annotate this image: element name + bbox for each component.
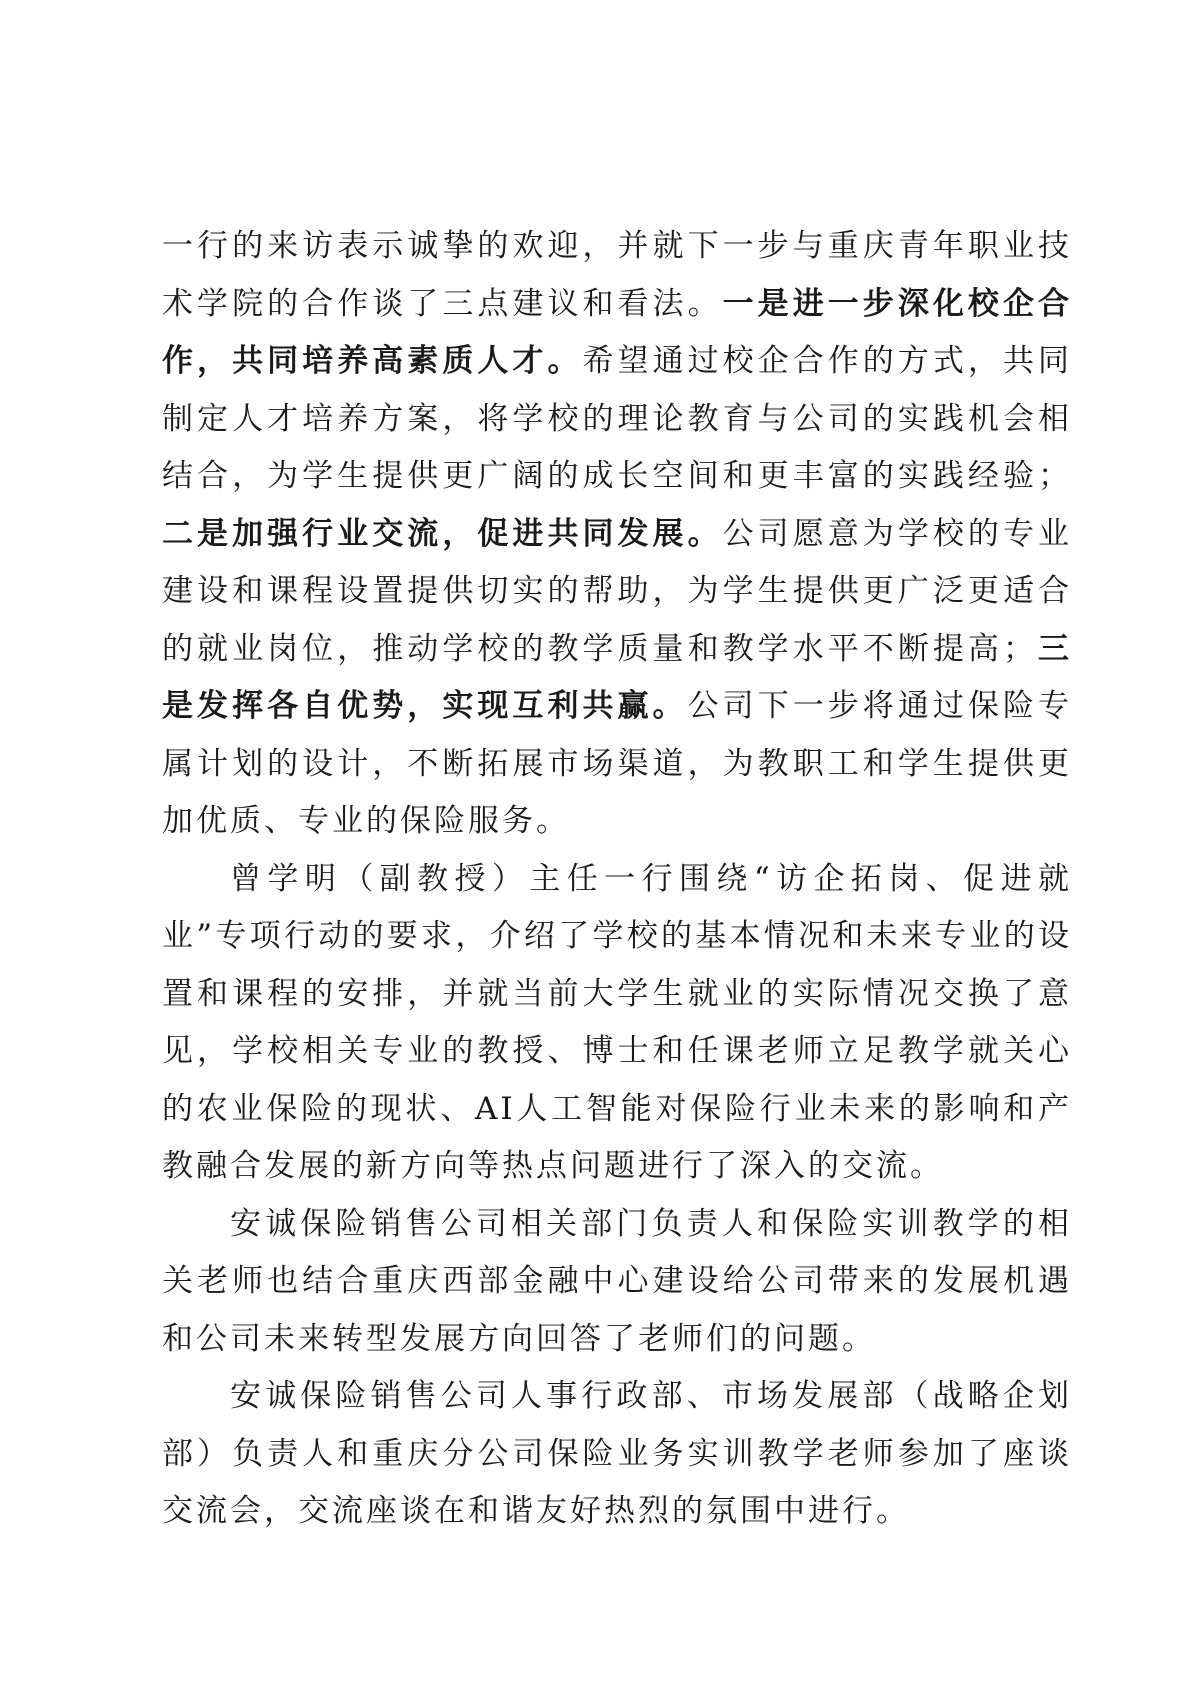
paragraph-company-response bbox=[162, 1196, 1072, 1369]
bold-point-two: 二是加强行业交流，促进共同发展。 bbox=[162, 515, 723, 552]
bold-point-one: 一是进一步深化校企合作，共同培养高素质人才。 bbox=[162, 285, 1072, 379]
document-body bbox=[162, 218, 1072, 1541]
text-segment: 希望通过校企合作的方式，共同制定人才培养方案，将学校的理论教育与公司的实践机会相结合，为学生提供更广阔的成长空间和更丰富的实践经验； bbox=[162, 343, 1073, 494]
text-segment: 一行的来访表示诚挚的欢迎，并就下一步与重庆青年职业技术学院的合作谈了三点建议和看法。 bbox=[162, 228, 1072, 322]
text-segment: 公司愿意为学校的专业建设和课程设置提供切实的帮助，为学生提供更广泛更适合的就业岗位，推动学校的教学质量和教学水平不断提高； bbox=[162, 515, 1072, 667]
paragraph-cooperation-suggestions bbox=[162, 218, 1072, 851]
paragraph-school-introduction bbox=[162, 851, 1072, 1196]
bold-point-three: 三是发挥各自优势，实现互利共赢。 bbox=[162, 630, 1073, 724]
text-segment: 安诚保险销售公司相关部门负责人和保险实训教学的相关老师也结合重庆西部金融中心建设给公司带来的发展机遇和公司未来转型发展方向回答了老师们的问题。 bbox=[162, 1205, 1072, 1357]
text-segment: 公司下一步将通过保险专属计划的设计，不断拓展市场渠道，为教职工和学生提供更加优质、专业的保险服务。 bbox=[162, 688, 1073, 839]
text-segment: 安诚保险销售公司人事行政部、市场发展部（战略企划部）负责人和重庆分公司保险业务实训教学老师参加了座谈交流会，交流座谈在和谐友好热烈的氛围中进行。 bbox=[162, 1378, 1072, 1529]
text-segment: 曾学明（副教授）主任一行围绕“访企拓岗、促进就业”专项行动的要求，介绍了学校的基本情况和未来专业的设置和课程的安排，并就当前大学生就业的实际情况交换了意见，学校相关专业的教授、博士和任课老师立足教学就关心的农业保险的现状、AI人工智能对保险行业未来的影响和产教融合发展的新方向等热点问题进行了深入的交流。 bbox=[162, 860, 1072, 1184]
paragraph-attendees bbox=[162, 1368, 1072, 1541]
